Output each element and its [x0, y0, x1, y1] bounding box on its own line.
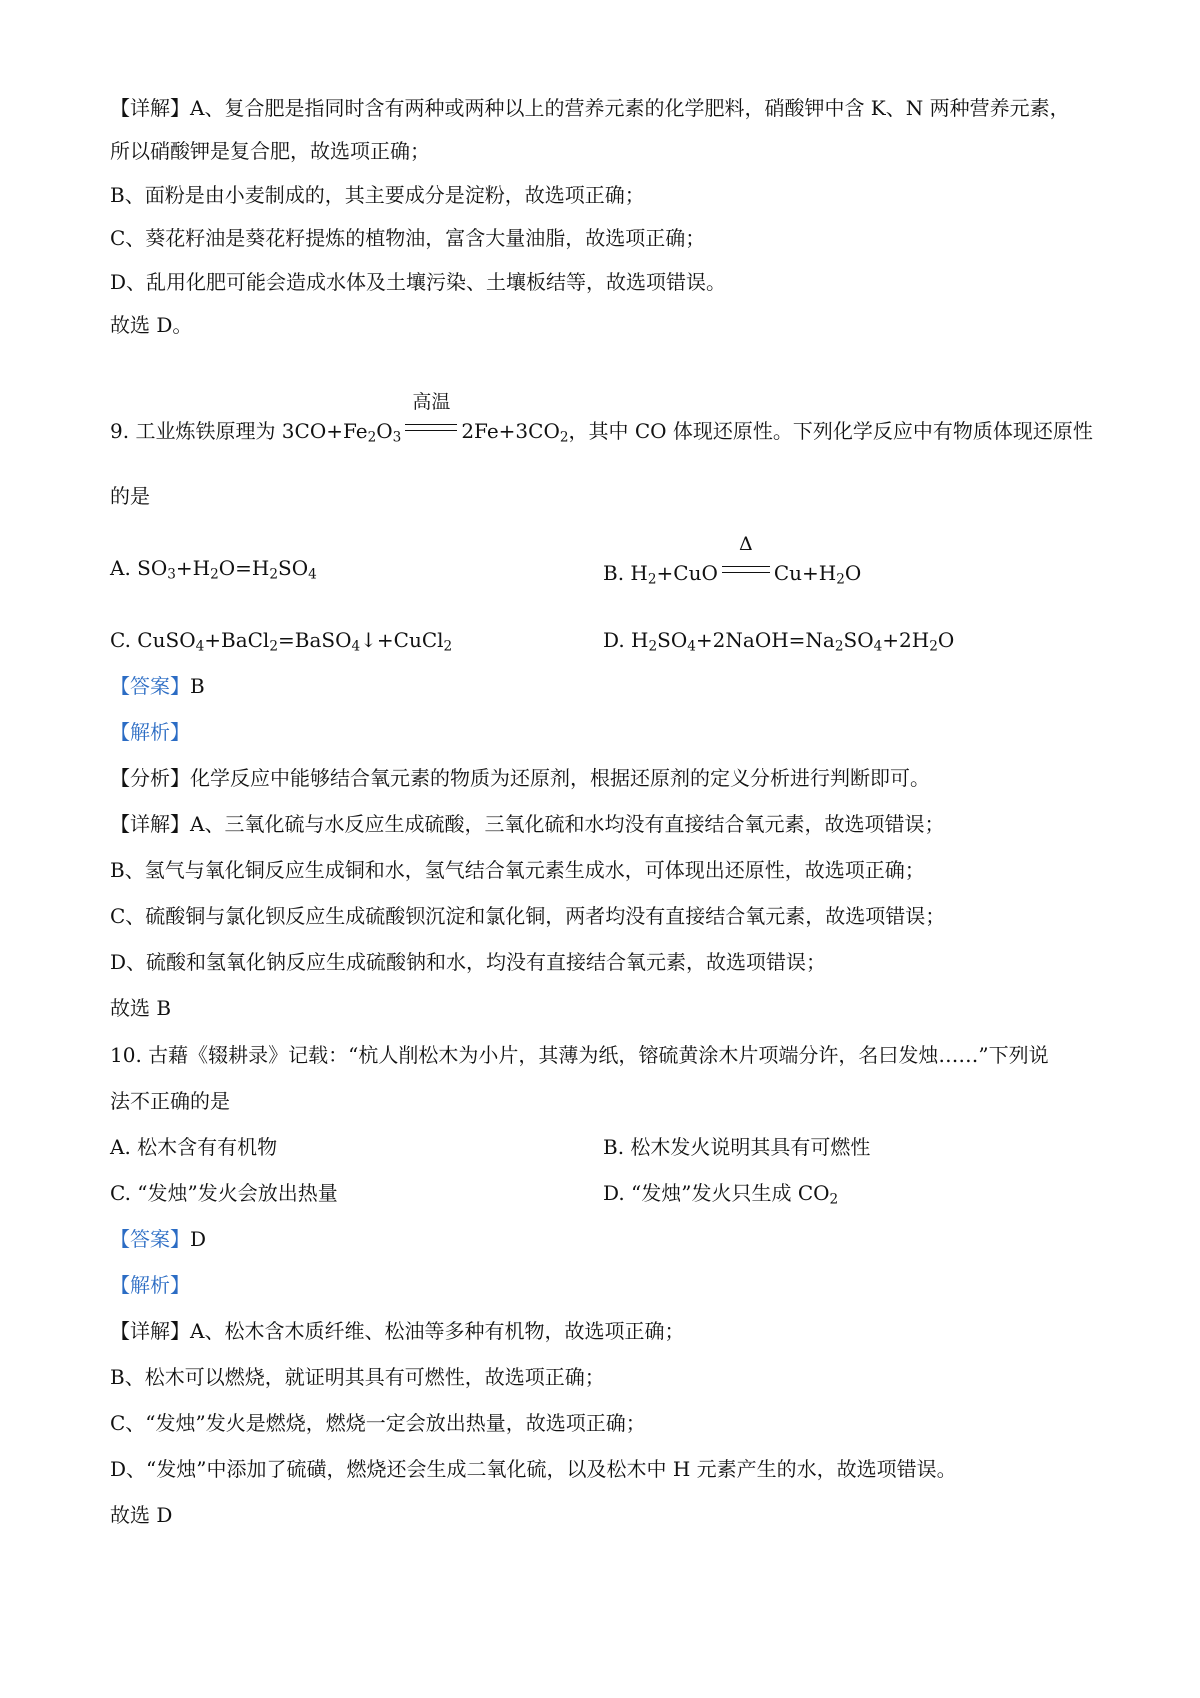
double-bar: [405, 424, 457, 431]
double-bar: [722, 566, 770, 573]
opt-text: D. “发烛”发火只生成 CO: [603, 1181, 830, 1205]
subscript: 2: [834, 638, 844, 655]
q10-answer-line: [110, 1227, 206, 1251]
opt-text: SO: [657, 628, 688, 652]
q9-analysis-line: 【分析】化学反应中能够结合氧元素的物质为还原剂，根据还原剂的定义分析进行判断即可。: [110, 766, 930, 790]
subscript: 4: [308, 566, 317, 583]
subscript: 2: [648, 638, 658, 655]
opt-text: D. H: [603, 628, 649, 652]
opt-text: ↓+CuCl: [360, 628, 444, 652]
q9-detail-line-3: C、硫酸铜与氯化钡反应生成硫酸钡沉淀和氯化铜，两者均没有直接结合氧元素，故选项错误；: [110, 904, 946, 928]
condition-high-temp: 高温: [412, 391, 451, 413]
opt-text: A. SO: [110, 556, 168, 580]
subscript: 3: [392, 429, 402, 446]
q8-detail-line-1: 【详解】A、复合肥是指同时含有两种或两种以上的营养元素的化学肥料，硝酸钾中含 K、N 两种营养元素，: [110, 96, 1070, 120]
subscript: 2: [269, 566, 279, 583]
opt-text: C. CuSO: [110, 628, 196, 652]
q10-final-answer: 故选 D: [110, 1503, 173, 1527]
q9-stem-part-c: 2Fe+3CO: [461, 419, 560, 443]
q8-detail-line-4: C、葵花籽油是葵花籽提炼的植物油，富含大量油脂，故选项正确；: [110, 226, 706, 250]
q9-answer-line: [110, 674, 205, 698]
q9-stem-part-b: O: [376, 419, 393, 443]
q10-detail-line-1: 【详解】A、松木含木质纤维、松油等多种有机物，故选项正确；: [110, 1319, 685, 1343]
answer-value: B: [190, 674, 205, 698]
opt-text: SO: [278, 556, 309, 580]
subscript: 2: [269, 638, 278, 655]
q9-detail-line-1: 【详解】A、三氧化硫与水反应生成硫酸，三氧化硫和水均没有直接结合氧元素，故选项错误；: [110, 812, 945, 836]
subscript: 2: [210, 566, 219, 583]
q9-stem-part-d: ，其中 CO 体现还原性。下列化学反应中有物质体现还原性: [568, 419, 1093, 443]
reaction-condition-arrow: [403, 391, 459, 438]
q9-final-answer: 故选 B: [110, 996, 172, 1020]
opt-text: +2H: [882, 628, 930, 652]
q9-analysis-tag: 【解析】: [110, 720, 190, 744]
opt-text: B. H: [603, 561, 648, 585]
condition-heat: Δ: [738, 533, 753, 555]
reaction-condition-arrow: [720, 533, 772, 580]
q9-detail-line-2: B、氢气与氧化铜反应生成铜和水，氢气结合氧元素生成水，可体现出还原性，故选项正确；: [110, 858, 925, 882]
q10-stem-line-1: 10. 古藉《辍耕录》记载：“杭人削松木为小片，其薄为纸，镕硫黄涂木片项端分许，名曰发烛……”下列说: [110, 1043, 1049, 1067]
q9-option-c: [110, 628, 453, 655]
opt-text: +H: [175, 556, 211, 580]
subscript: 2: [829, 1191, 839, 1208]
opt-text: O=H: [218, 556, 270, 580]
q10-option-a: A. 松木含有有机物: [110, 1135, 278, 1159]
opt-text: SO: [843, 628, 874, 652]
subscript: 2: [836, 571, 845, 588]
subscript: 2: [559, 429, 569, 446]
answer-tag: 【答案】: [110, 674, 190, 698]
opt-text: =BaSO: [277, 628, 352, 652]
q10-option-d: [603, 1181, 839, 1208]
answer-value: D: [190, 1227, 207, 1251]
answer-tag: 【答案】: [110, 1227, 190, 1251]
q10-option-c: C. “发烛”发火会放出热量: [110, 1181, 338, 1205]
subscript: 2: [647, 571, 657, 588]
q9-option-b: [603, 533, 862, 588]
subscript: 2: [443, 638, 453, 655]
q8-detail-line-2: 所以硝酸钾是复合肥，故选项正确；: [110, 139, 430, 163]
subscript: 3: [167, 566, 176, 583]
q9-option-d: [603, 628, 955, 655]
subscript: 4: [351, 638, 361, 655]
q10-stem-line-2: 法不正确的是: [110, 1089, 230, 1113]
subscript: 2: [929, 638, 938, 655]
subscript: 4: [687, 638, 696, 655]
opt-text: Cu+H: [773, 561, 837, 585]
opt-text: O: [937, 628, 955, 652]
q8-answer-line: 故选 D。: [110, 313, 193, 337]
q9-stem-part-a: 9. 工业炼铁原理为 3CO+Fe: [110, 419, 368, 443]
q9-detail-line-4: D、硫酸和氢氧化钠反应生成硫酸钠和水，均没有直接结合氧元素，故选项错误；: [110, 950, 827, 974]
q10-detail-line-3: C、“发烛”发火是燃烧，燃烧一定会放出热量，故选项正确；: [110, 1411, 646, 1435]
subscript: 4: [873, 638, 883, 655]
q10-detail-line-2: B、松木可以燃烧，就证明其具有可燃性，故选项正确；: [110, 1365, 605, 1389]
opt-text: +BaCl: [204, 628, 270, 652]
opt-text: +2NaOH=Na: [695, 628, 835, 652]
opt-text: +CuO: [656, 561, 718, 585]
q8-detail-line-5: D、乱用化肥可能会造成水体及土壤污染、土壤板结等，故选项错误。: [110, 270, 727, 294]
subscript: 4: [195, 638, 205, 655]
opt-text: O: [844, 561, 862, 585]
q9-stem-line-1: [110, 391, 1093, 446]
subscript: 2: [367, 429, 377, 446]
q9-option-a: [110, 556, 317, 583]
q10-option-b: B. 松木发火说明其具有可燃性: [603, 1135, 871, 1159]
q10-detail-line-4: D、“发烛”中添加了硫磺，燃烧还会生成二氧化硫，以及松木中 H 元素产生的水，故选项错误。: [110, 1457, 957, 1481]
q9-stem-line-2: 的是: [110, 484, 150, 508]
q8-detail-line-3: B、面粉是由小麦制成的，其主要成分是淀粉，故选项正确；: [110, 183, 645, 207]
q10-analysis-tag: 【解析】: [110, 1273, 190, 1297]
